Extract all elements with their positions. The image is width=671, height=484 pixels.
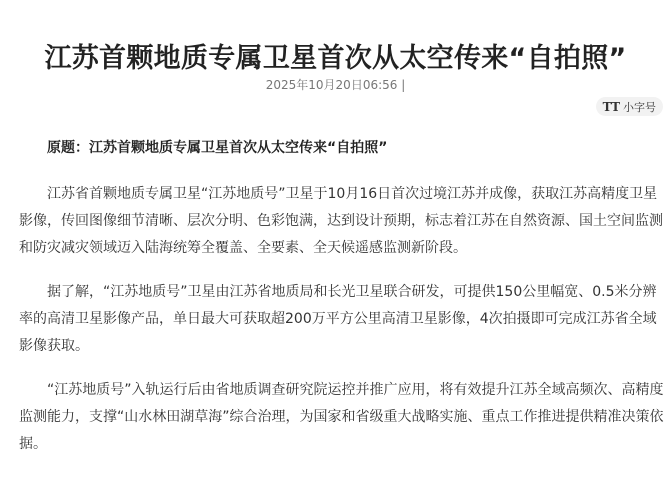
paragraph-3: “江苏地质号”入轨运行后由省地质调查研究院运控并推广应用，将有效提升江苏全域高频次、高精度监测能力，支撑“山水林田湖草海”综合治理，为国家和省级重大战略实施、重点工作推进提供精准决策依据。 [19, 382, 664, 452]
original-title: 原题：江苏首颗地质专属卫星首次从太空传来“自拍照” [47, 140, 388, 156]
article-title: 江苏首颗地质专属卫星首次从太空传来“自拍照” [44, 43, 627, 75]
font-size-toggle[interactable] [596, 97, 663, 116]
paragraph-2: 据了解，“江苏地质号”卫星由江苏省地质局和长光卫星联合研发，可提供150公里幅宽、0.5米分辨率的高清卫星影像产品，单日最大可获取超200万平方公里高清卫星影像，4次拍摄即可完成江苏省全域影像获取。 [19, 284, 657, 354]
paragraph-1: 江苏省首颗地质专属卫星“江苏地质号”卫星于10月16日首次过境江苏并成像，获取江苏高精度卫星影像，传回图像细节清晰、层次分明、色彩饱满，达到设计预期，标志着江苏在自然资源、国土空间监测和防灾减灾领域迈入陆海统筹全覆盖、全要素、全天候遥感监测新阶段。 [19, 186, 663, 256]
font-size-icon: TT [602, 99, 620, 114]
article-body [19, 137, 669, 458]
font-size-label: 小字号 [623, 100, 656, 114]
publish-meta: 2025年10月20日06:56 | [265, 78, 406, 92]
